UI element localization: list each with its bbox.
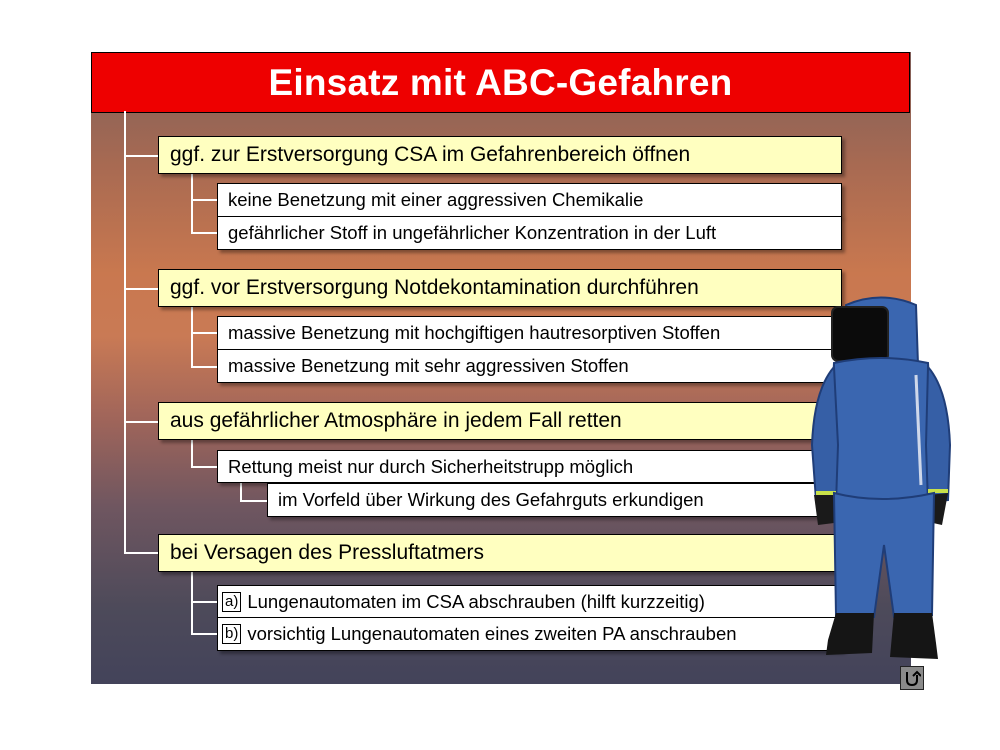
branch-line-2 xyxy=(124,288,158,290)
section-heading-4 xyxy=(158,534,842,572)
list-item xyxy=(217,585,842,618)
return-arrow-glyph xyxy=(903,669,921,687)
title-bar xyxy=(91,52,910,113)
branch-line-4 xyxy=(124,552,158,554)
item-text: vorsichtig Lungenautomaten eines zweiten PA anschrauben xyxy=(247,623,737,644)
list-subitem xyxy=(267,483,842,517)
sub-tree-line-4 xyxy=(191,572,193,634)
item-marker: a) xyxy=(222,592,241,612)
section-heading-2 xyxy=(158,269,842,307)
item-text: Rettung meist nur durch Sicherheitstrupp möglich xyxy=(228,455,634,477)
list-item xyxy=(217,183,842,217)
return-arrow-icon[interactable] xyxy=(900,666,924,690)
section-heading-1 xyxy=(158,136,842,174)
list-item xyxy=(217,216,842,250)
item-text: Lungenautomaten im CSA abschrauben (hilft kurzzeitig) xyxy=(247,590,705,612)
heading-text: ggf. vor Erstversorgung Notdekontamination durchführen xyxy=(170,276,699,299)
sub-sub-tree-line-3 xyxy=(240,483,242,501)
sub-tree-line-1 xyxy=(191,174,193,233)
chemical-protection-suit-image xyxy=(806,295,956,675)
section-heading-3 xyxy=(158,402,842,440)
list-item xyxy=(217,349,842,383)
item-text: im Vorfeld über Wirkung des Gefahrguts erkundigen xyxy=(278,489,704,510)
sub-branch-1b xyxy=(191,232,217,234)
branch-line-1 xyxy=(124,155,158,157)
sub-branch-2b xyxy=(191,366,217,368)
item-marker: b) xyxy=(222,624,241,644)
sub-branch-4b xyxy=(191,633,217,635)
sub-branch-2a xyxy=(191,332,217,334)
list-item xyxy=(217,316,842,350)
main-tree-line xyxy=(124,111,126,553)
sub-tree-line-3 xyxy=(191,440,193,467)
branch-line-3 xyxy=(124,421,158,423)
sub-tree-line-2 xyxy=(191,307,193,367)
heading-text: ggf. zur Erstversorgung CSA im Gefahrenbereich öffnen xyxy=(170,143,691,166)
item-text: keine Benetzung mit einer aggressiven Chemikalie xyxy=(228,189,644,210)
item-text: gefährlicher Stoff in ungefährlicher Konzentration in der Luft xyxy=(228,222,717,243)
heading-text: bei Versagen des Pressluftatmers xyxy=(170,541,484,564)
sub-branch-3a xyxy=(191,466,217,468)
page-title: Einsatz mit ABC-Gefahren xyxy=(268,61,733,103)
list-item xyxy=(217,617,842,651)
sub-branch-4a xyxy=(191,601,217,603)
sub-sub-branch-3 xyxy=(240,500,267,502)
item-text: massive Benetzung mit sehr aggressiven Stoffen xyxy=(228,355,629,376)
sub-branch-1a xyxy=(191,199,217,201)
heading-text: aus gefährlicher Atmosphäre in jedem Fall retten xyxy=(170,409,622,432)
list-item xyxy=(217,450,842,483)
item-text: massive Benetzung mit hochgiftigen hautresorptiven Stoffen xyxy=(228,322,721,343)
